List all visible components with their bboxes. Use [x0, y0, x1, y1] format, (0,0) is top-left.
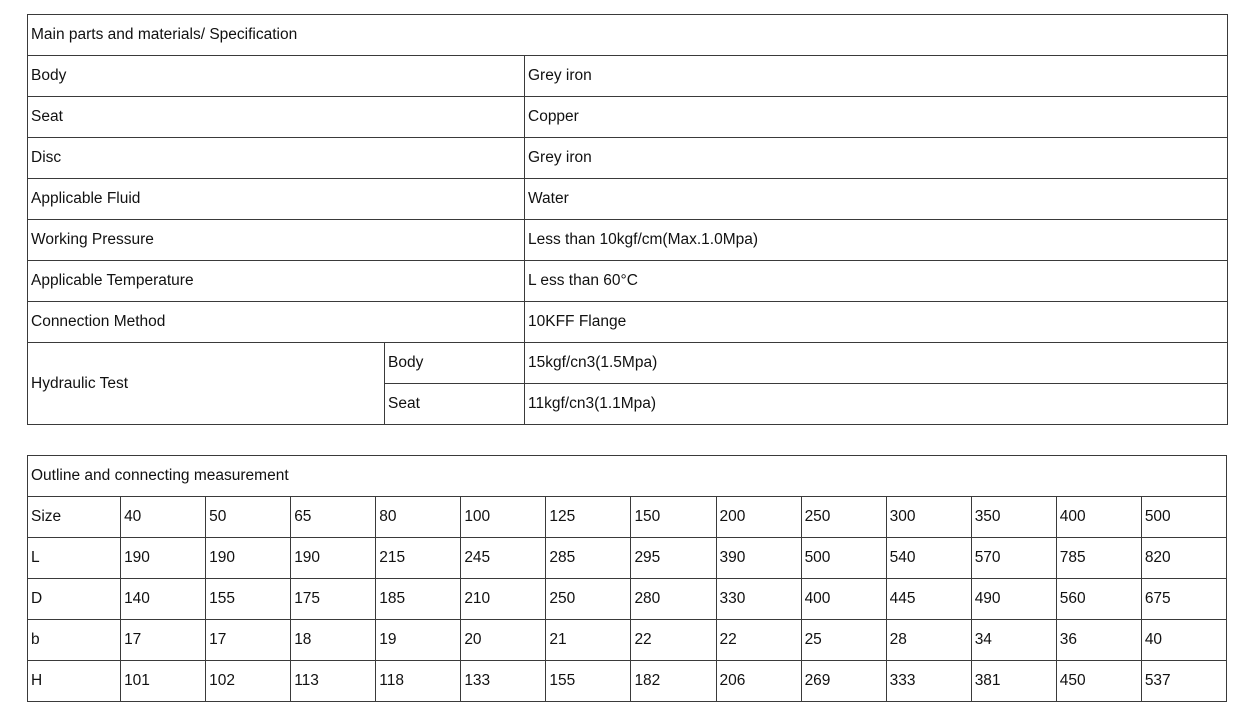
- measurement-cell: 18: [291, 620, 376, 661]
- measurement-row-label: L: [28, 538, 121, 579]
- measurement-cell: 34: [971, 620, 1056, 661]
- spec-value: Grey iron: [525, 56, 1228, 97]
- measurement-cell: 25: [801, 620, 886, 661]
- measurement-cell: 100: [461, 497, 546, 538]
- measurement-cell: 280: [631, 579, 716, 620]
- spec-row: [28, 343, 1228, 384]
- measurement-cell: 113: [291, 661, 376, 702]
- measurement-cell: 17: [206, 620, 291, 661]
- measurement-row-label: D: [28, 579, 121, 620]
- spec-label: Applicable Temperature: [28, 261, 525, 302]
- measurement-cell: 390: [716, 538, 801, 579]
- measurement-cell: 65: [291, 497, 376, 538]
- measurement-cell: 400: [801, 579, 886, 620]
- measurement-cell: 20: [461, 620, 546, 661]
- hydraulic-sub-label: Body: [385, 343, 525, 384]
- measurement-cell: 101: [121, 661, 206, 702]
- measurement-cell: 28: [886, 620, 971, 661]
- measurement-table: [27, 455, 1227, 702]
- measurement-cell: 19: [376, 620, 461, 661]
- measurement-row: [28, 497, 1227, 538]
- spec-value: Water: [525, 179, 1228, 220]
- spec-label: Connection Method: [28, 302, 525, 343]
- measurement-cell: 150: [631, 497, 716, 538]
- measurement-cell: 80: [376, 497, 461, 538]
- measurement-row-label: b: [28, 620, 121, 661]
- spec-value: L ess than 60°C: [525, 261, 1228, 302]
- hydraulic-sub-value: 11kgf/cn3(1.1Mpa): [525, 384, 1228, 425]
- hydraulic-test-label: Hydraulic Test: [28, 343, 385, 425]
- measurement-cell: 17: [121, 620, 206, 661]
- measurement-cell: 133: [461, 661, 546, 702]
- measurement-cell: 102: [206, 661, 291, 702]
- measurement-row-label: Size: [28, 497, 121, 538]
- measurement-cell: 40: [121, 497, 206, 538]
- spec-table-title: Main parts and materials/ Specification: [28, 15, 1228, 56]
- measurement-cell: 36: [1056, 620, 1141, 661]
- measurement-cell: 200: [716, 497, 801, 538]
- measurement-cell: 269: [801, 661, 886, 702]
- measurement-row: [28, 661, 1227, 702]
- measurement-cell: 21: [546, 620, 631, 661]
- measurement-cell: 250: [801, 497, 886, 538]
- specification-table: [27, 14, 1228, 425]
- measurement-cell: 185: [376, 579, 461, 620]
- spec-value: 10KFF Flange: [525, 302, 1228, 343]
- measurement-cell: 175: [291, 579, 376, 620]
- spec-label: Disc: [28, 138, 525, 179]
- measurement-cell: 22: [716, 620, 801, 661]
- spec-row: [28, 138, 1228, 179]
- measurement-cell: 540: [886, 538, 971, 579]
- measurement-cell: 295: [631, 538, 716, 579]
- measurement-cell: 445: [886, 579, 971, 620]
- measurement-cell: 215: [376, 538, 461, 579]
- spec-label: Working Pressure: [28, 220, 525, 261]
- measurement-row: [28, 620, 1227, 661]
- measurement-cell: 560: [1056, 579, 1141, 620]
- measurement-cell: 140: [121, 579, 206, 620]
- measurement-cell: 570: [971, 538, 1056, 579]
- measurement-cell: 155: [206, 579, 291, 620]
- measurement-cell: 333: [886, 661, 971, 702]
- spec-value: Less than 10kgf/cm(Max.1.0Mpa): [525, 220, 1228, 261]
- hydraulic-sub-value: 15kgf/cn3(1.5Mpa): [525, 343, 1228, 384]
- measurement-cell: 155: [546, 661, 631, 702]
- measurement-cell: 820: [1141, 538, 1226, 579]
- measurement-row: [28, 579, 1227, 620]
- measurement-cell: 190: [206, 538, 291, 579]
- measurement-cell: 400: [1056, 497, 1141, 538]
- measurement-cell: 50: [206, 497, 291, 538]
- measurement-table-title: Outline and connecting measurement: [28, 456, 1227, 497]
- spec-row: [28, 220, 1228, 261]
- measurement-cell: 40: [1141, 620, 1226, 661]
- measurement-cell: 450: [1056, 661, 1141, 702]
- spec-value: Copper: [525, 97, 1228, 138]
- measurement-row: [28, 538, 1227, 579]
- measurement-cell: 190: [291, 538, 376, 579]
- spec-row: [28, 56, 1228, 97]
- measurement-cell: 537: [1141, 661, 1226, 702]
- measurement-cell: 206: [716, 661, 801, 702]
- spec-row: [28, 302, 1228, 343]
- spec-row: [28, 179, 1228, 220]
- measurement-row-label: H: [28, 661, 121, 702]
- measurement-cell: 245: [461, 538, 546, 579]
- measurement-cell: 190: [121, 538, 206, 579]
- measurement-cell: 350: [971, 497, 1056, 538]
- measurement-cell: 381: [971, 661, 1056, 702]
- measurement-cell: 182: [631, 661, 716, 702]
- measurement-cell: 118: [376, 661, 461, 702]
- spec-label: Seat: [28, 97, 525, 138]
- measurement-cell: 330: [716, 579, 801, 620]
- measurement-cell: 490: [971, 579, 1056, 620]
- hydraulic-sub-label: Seat: [385, 384, 525, 425]
- measurement-cell: 500: [1141, 497, 1226, 538]
- spec-row: [28, 261, 1228, 302]
- spec-label: Body: [28, 56, 525, 97]
- measurement-cell: 785: [1056, 538, 1141, 579]
- spec-row: [28, 97, 1228, 138]
- measurement-cell: 125: [546, 497, 631, 538]
- measurement-cell: 675: [1141, 579, 1226, 620]
- measurement-cell: 500: [801, 538, 886, 579]
- measurement-cell: 250: [546, 579, 631, 620]
- measurement-cell: 22: [631, 620, 716, 661]
- measurement-cell: 285: [546, 538, 631, 579]
- measurement-cell: 300: [886, 497, 971, 538]
- spec-label: Applicable Fluid: [28, 179, 525, 220]
- measurement-cell: 210: [461, 579, 546, 620]
- spec-value: Grey iron: [525, 138, 1228, 179]
